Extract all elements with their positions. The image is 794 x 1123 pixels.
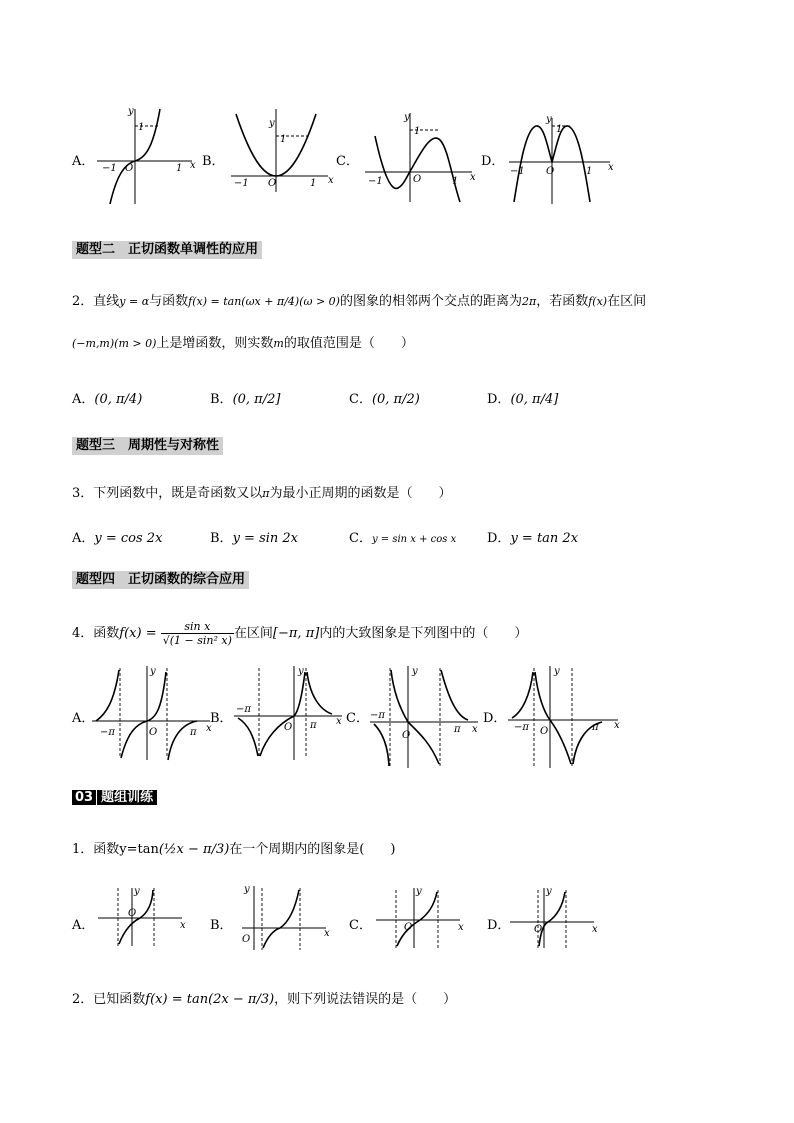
prev-a-one-y: 1 (138, 122, 145, 133)
t1b-x: x (324, 928, 330, 939)
q4b-o: O (284, 722, 293, 733)
prev-graph-b (226, 104, 336, 194)
section-2-header: 题型二 正切函数单调性的应用 (72, 241, 262, 259)
q4-option-d-label[interactable]: D． (483, 711, 507, 726)
prev-b-y-label: y (269, 118, 275, 129)
t1c-y: y (416, 886, 422, 897)
q2-option-d[interactable]: D．(0, π/4] (487, 392, 559, 407)
q2-option-a[interactable]: A．(0, π/4) (72, 392, 143, 407)
t1-graph-b (240, 884, 332, 952)
prev-a-neg-one: −1 (102, 163, 117, 174)
prev-d-neg-one: −1 (510, 166, 525, 177)
prev-c-neg-one: −1 (368, 176, 383, 187)
q3-option-b[interactable]: B．y = sin 2x (210, 531, 299, 546)
q3-option-d[interactable]: D．y = tan 2x (487, 531, 579, 546)
q4d-y: y (554, 666, 560, 677)
q4a-y: y (150, 666, 156, 677)
prev-graph-c (360, 108, 480, 204)
prev-d-one-y: 1 (556, 124, 563, 135)
prev-d-origin: O (546, 166, 555, 177)
prev-option-b-label[interactable]: B． (202, 154, 225, 169)
t1-graph-c (374, 886, 466, 950)
prev-c-x-label: x (470, 172, 476, 183)
q4-option-a-label[interactable]: A． (72, 711, 95, 726)
t1-option-a-label[interactable]: A． (72, 918, 95, 933)
q4c-pi: π (454, 724, 461, 735)
q4b-pi: π (310, 720, 317, 731)
prev-a-y-label: y (128, 106, 134, 117)
q4-graph-d (506, 666, 624, 770)
q4-option-b-label[interactable]: B． (210, 711, 233, 726)
prev-option-d-label[interactable]: D． (481, 154, 505, 169)
q4-graph-b (232, 666, 350, 762)
q3-option-a[interactable]: A．y = cos 2x (72, 531, 163, 546)
t2-stem: 2．已知函数f(x) = tan(2x − π/3)，则下列说法错误的是（ ） (72, 992, 457, 1007)
prev-b-origin: O (268, 178, 277, 189)
q4-option-c-label[interactable]: C． (346, 711, 369, 726)
q3-option-c[interactable]: C．y = sin x + cos x (349, 531, 457, 546)
prev-b-one-x: 1 (310, 178, 317, 189)
q4c-x: x (472, 724, 478, 735)
q2-option-b[interactable]: B．(0, π/2] (210, 392, 281, 407)
q4d-negpi: −π (514, 722, 529, 733)
t1c-x: x (458, 922, 464, 933)
q4d-pi: π (592, 722, 599, 733)
q2-stem-line2: (−m,m)(m > 0)上是增函数，则实数m的取值范围是（ ） (72, 336, 414, 351)
q4-fraction: $\frac{\text{sin x}}{\text{√(1 − sin² x)}}$ (162, 620, 232, 647)
t1-graph-a (96, 886, 188, 948)
prev-d-x-label: x (608, 162, 614, 173)
section-3-header: 题型三 周期性与对称性 (72, 437, 223, 455)
t1a-y: y (134, 886, 140, 897)
t1-option-d-label[interactable]: D． (487, 918, 511, 933)
prev-c-y-label: y (404, 112, 410, 123)
prev-a-one-x: 1 (176, 163, 183, 174)
prev-d-y-label: y (546, 114, 552, 125)
prev-c-one-y: 1 (414, 126, 421, 137)
t1d-y: y (546, 886, 552, 897)
t1d-o: O (534, 924, 543, 935)
prev-b-one-y: 1 (280, 134, 287, 145)
t1d-x: x (592, 924, 598, 935)
prev-graph-d (506, 114, 616, 206)
q4a-pi: π (190, 727, 197, 738)
t1-option-b-label[interactable]: B． (210, 918, 233, 933)
prev-c-origin: O (413, 174, 422, 185)
section-5-header (72, 788, 157, 808)
prev-option-c-label[interactable]: C． (336, 154, 359, 169)
q4b-y: y (298, 666, 304, 677)
prev-option-a-label[interactable]: A． (72, 154, 95, 169)
t1c-o: O (404, 922, 413, 933)
t1-option-c-label[interactable]: C． (349, 918, 372, 933)
q4c-y: y (412, 666, 418, 677)
t1a-o: O (128, 908, 137, 919)
section-5-number: 03 (72, 790, 96, 805)
t1-stem: 1．函数y=tan(½x − π/3)在一个周期内的图象是( ) (72, 842, 396, 857)
t1b-o: O (242, 934, 251, 945)
q4a-x: x (206, 723, 212, 734)
prev-d-one-x: 1 (586, 166, 593, 177)
q4b-x: x (336, 716, 342, 727)
q3-stem: 3．下列函数中，既是奇函数又以π为最小正周期的函数是（ ） (72, 486, 452, 501)
q4c-o: O (402, 730, 411, 741)
q4a-o: O (149, 727, 158, 738)
q4d-o: O (540, 726, 549, 737)
q2-stem-line1: 2．直线y = α与函数f(x) = tan(ωx + π/4)(ω > 0)的图象的相邻两个交点的距离为2π，若函数f(x)在区间 (72, 294, 647, 309)
q4-graph-a (92, 666, 216, 762)
prev-graph-a (92, 104, 202, 208)
section-4-header: 题型四 正切函数的综合应用 (72, 571, 249, 589)
prev-b-x-label: x (328, 175, 334, 186)
section-5-title: 题组训练 (97, 790, 157, 805)
q4d-x: x (614, 720, 620, 731)
prev-a-x-label: x (190, 160, 196, 171)
q4a-negpi: −π (100, 727, 115, 738)
q4c-negpi: −π (370, 710, 385, 721)
q2-option-c[interactable]: C．(0, π/2) (349, 392, 420, 407)
t1-graph-d (508, 886, 600, 950)
prev-c-one-x: 1 (452, 176, 459, 187)
prev-a-origin: O (125, 163, 134, 174)
prev-b-neg-one: −1 (234, 178, 249, 189)
t1b-y: y (244, 884, 250, 895)
q4-stem: 4．函数f(x) = $\frac{\text{sin x}}{\text{√(1 − sin² x)}}$ 在区间[−π, π]内的大致图象是下列图中的（ ） (72, 620, 528, 647)
t1a-x: x (180, 920, 186, 931)
q4b-negpi: −π (236, 704, 251, 715)
q4-graph-c (368, 666, 486, 770)
